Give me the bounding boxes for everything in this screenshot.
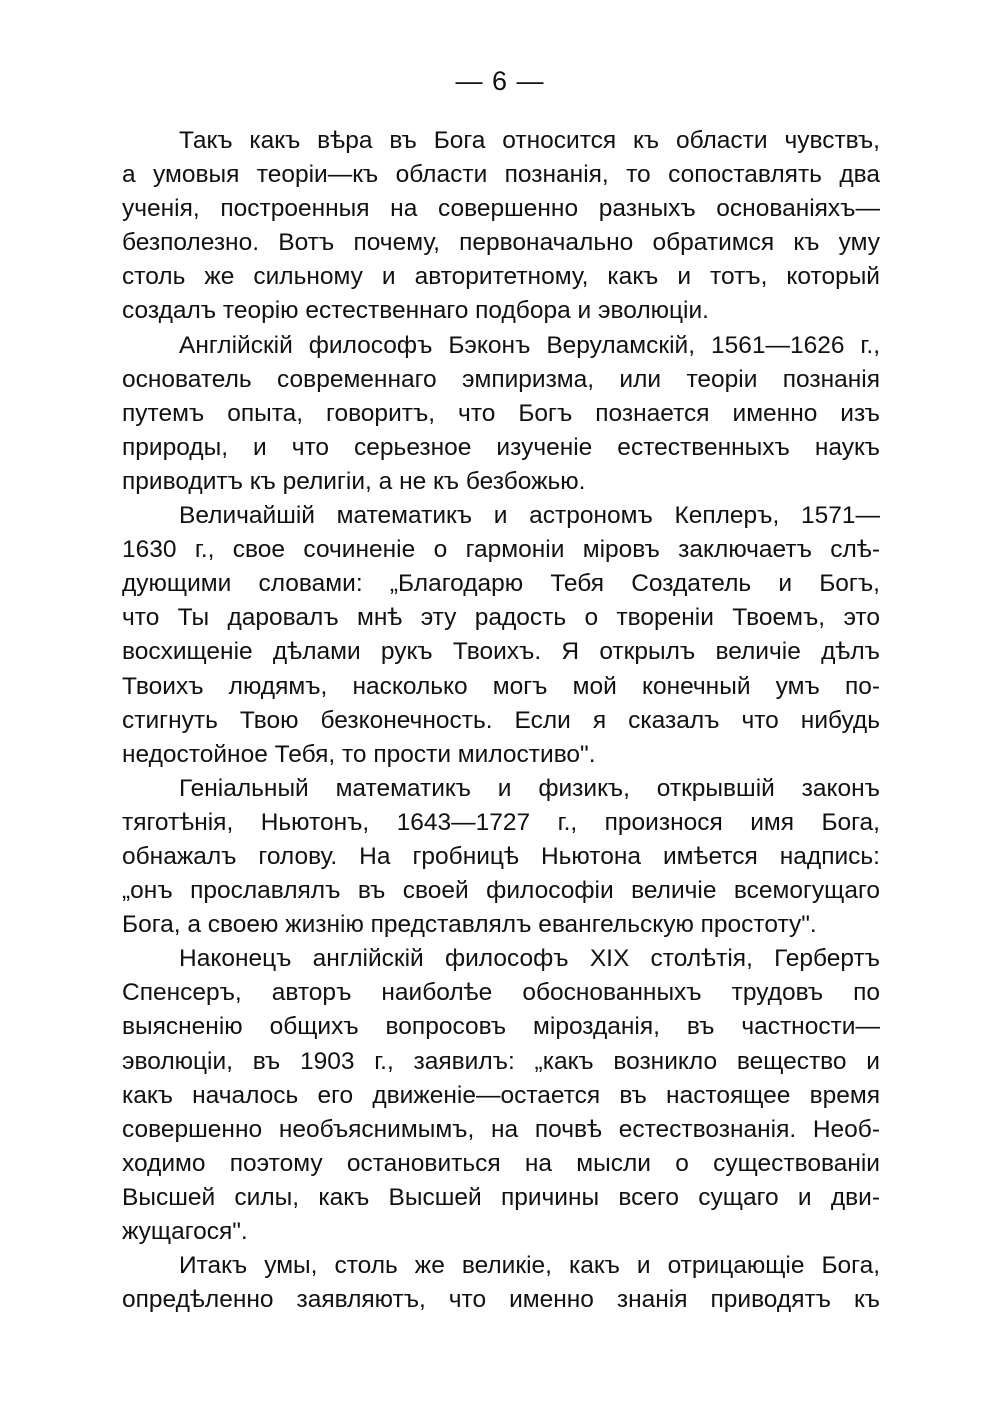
text-line: стигнуть Твою безконечность. Если я сказалъ что нибудь xyxy=(122,706,880,734)
text-line: столь же сильному и авторитетному, какъ и тотъ, который xyxy=(122,263,880,291)
text-line: путемъ опыта, говоритъ, что Богъ познается именно изъ xyxy=(122,399,880,427)
text-line: Итакъ умы, столь же великіе, какъ и отрицающіе Бога, xyxy=(179,1252,880,1280)
text-line: Бога, а своею жизнію представлялъ евангельскую простоту". xyxy=(122,911,817,939)
text-line: какъ началось его движеніе—остается въ настоящее время xyxy=(122,1081,880,1109)
paragraph xyxy=(122,499,880,772)
text-line: приводитъ къ религіи, а не къ безбожью. xyxy=(122,467,586,495)
text-line: Такъ какъ вѣра въ Бога относится къ области чувствъ, xyxy=(179,127,880,154)
text-line: основатель современнаго эмпиризма, или теоріи познанія xyxy=(122,365,880,393)
text-line: Геніальный математикъ и физикъ, открывшій законъ xyxy=(179,774,880,802)
text-line: совершенно необъяснимымъ, на почвѣ естествознанія. Необ- xyxy=(122,1115,880,1143)
text-line: а умовыя теоріи—къ области познанія, то сопоставлять два xyxy=(122,161,880,189)
text-line: „онъ прославлялъ въ своей философіи величіе всемогущаго xyxy=(122,877,880,905)
paragraph xyxy=(122,942,880,1249)
body-text xyxy=(122,124,880,1317)
text-line: что Ты даровалъ мнѣ эту радость о твореніи Твоемъ, это xyxy=(122,604,880,632)
paragraph xyxy=(122,772,880,942)
text-line: Англійскій философъ Бэконъ Веруламскій, 1561—1626 г., xyxy=(179,331,880,359)
text-line: ученія, построенныя на совершенно разныхъ основаніяхъ— xyxy=(122,195,880,223)
text-line: обнажалъ голову. На гробницѣ Ньютона имѣется надпись: xyxy=(122,842,880,870)
paragraph xyxy=(122,124,880,329)
text-line: безполезно. Вотъ почему, первоначально обратимся къ уму xyxy=(122,229,880,257)
text-line: восхищеніе дѣлами рукъ Твоихъ. Я открылъ величіе дѣлъ xyxy=(122,638,880,666)
text-line: создалъ теорію естественнаго подбора и эволюціи. xyxy=(122,297,709,325)
paragraph xyxy=(122,329,880,499)
text-line: Величайшій математикъ и астрономъ Кеплеръ, 1571— xyxy=(179,502,880,530)
page-number: — 6 — xyxy=(455,66,545,96)
text-line: ходимо поэтому остановиться на мысли о существованіи xyxy=(122,1149,880,1177)
text-line: Высшей силы, какъ Высшей причины всего сущаго и дви- xyxy=(122,1183,880,1211)
text-line: Твоихъ людямъ, насколько могъ мой конечный умъ по- xyxy=(122,672,880,700)
text-line: опредѣленно заявляютъ, что именно знанія приводятъ къ xyxy=(122,1286,880,1314)
text-line: Спенсеръ, авторъ наиболѣе обоснованныхъ трудовъ по xyxy=(122,979,880,1007)
text-line: Наконецъ англійскій философъ XIX столѣтія, Гербертъ xyxy=(179,945,880,973)
text-line: 1630 г., свое сочиненіе о гармоніи міровъ заключаетъ слѣ- xyxy=(122,536,880,564)
text-line: недостойное Тебя, то прости милостиво". xyxy=(122,740,596,768)
text-line: природы, и что серьезное изученіе естественныхъ наукъ xyxy=(122,433,880,461)
text-line: жущагося". xyxy=(122,1218,248,1245)
paragraph xyxy=(122,1249,880,1317)
text-line: тяготѣнія, Ньютонъ, 1643—1727 г., произнося имя Бога, xyxy=(122,808,880,836)
text-line: дующими словами: „Благодарю Тебя Создатель и Богъ, xyxy=(122,570,880,598)
text-line: выясненію общихъ вопросовъ мірозданія, въ частности— xyxy=(122,1013,880,1041)
text-line: эволюціи, въ 1903 г., заявилъ: „какъ возникло вещество и xyxy=(122,1047,880,1075)
